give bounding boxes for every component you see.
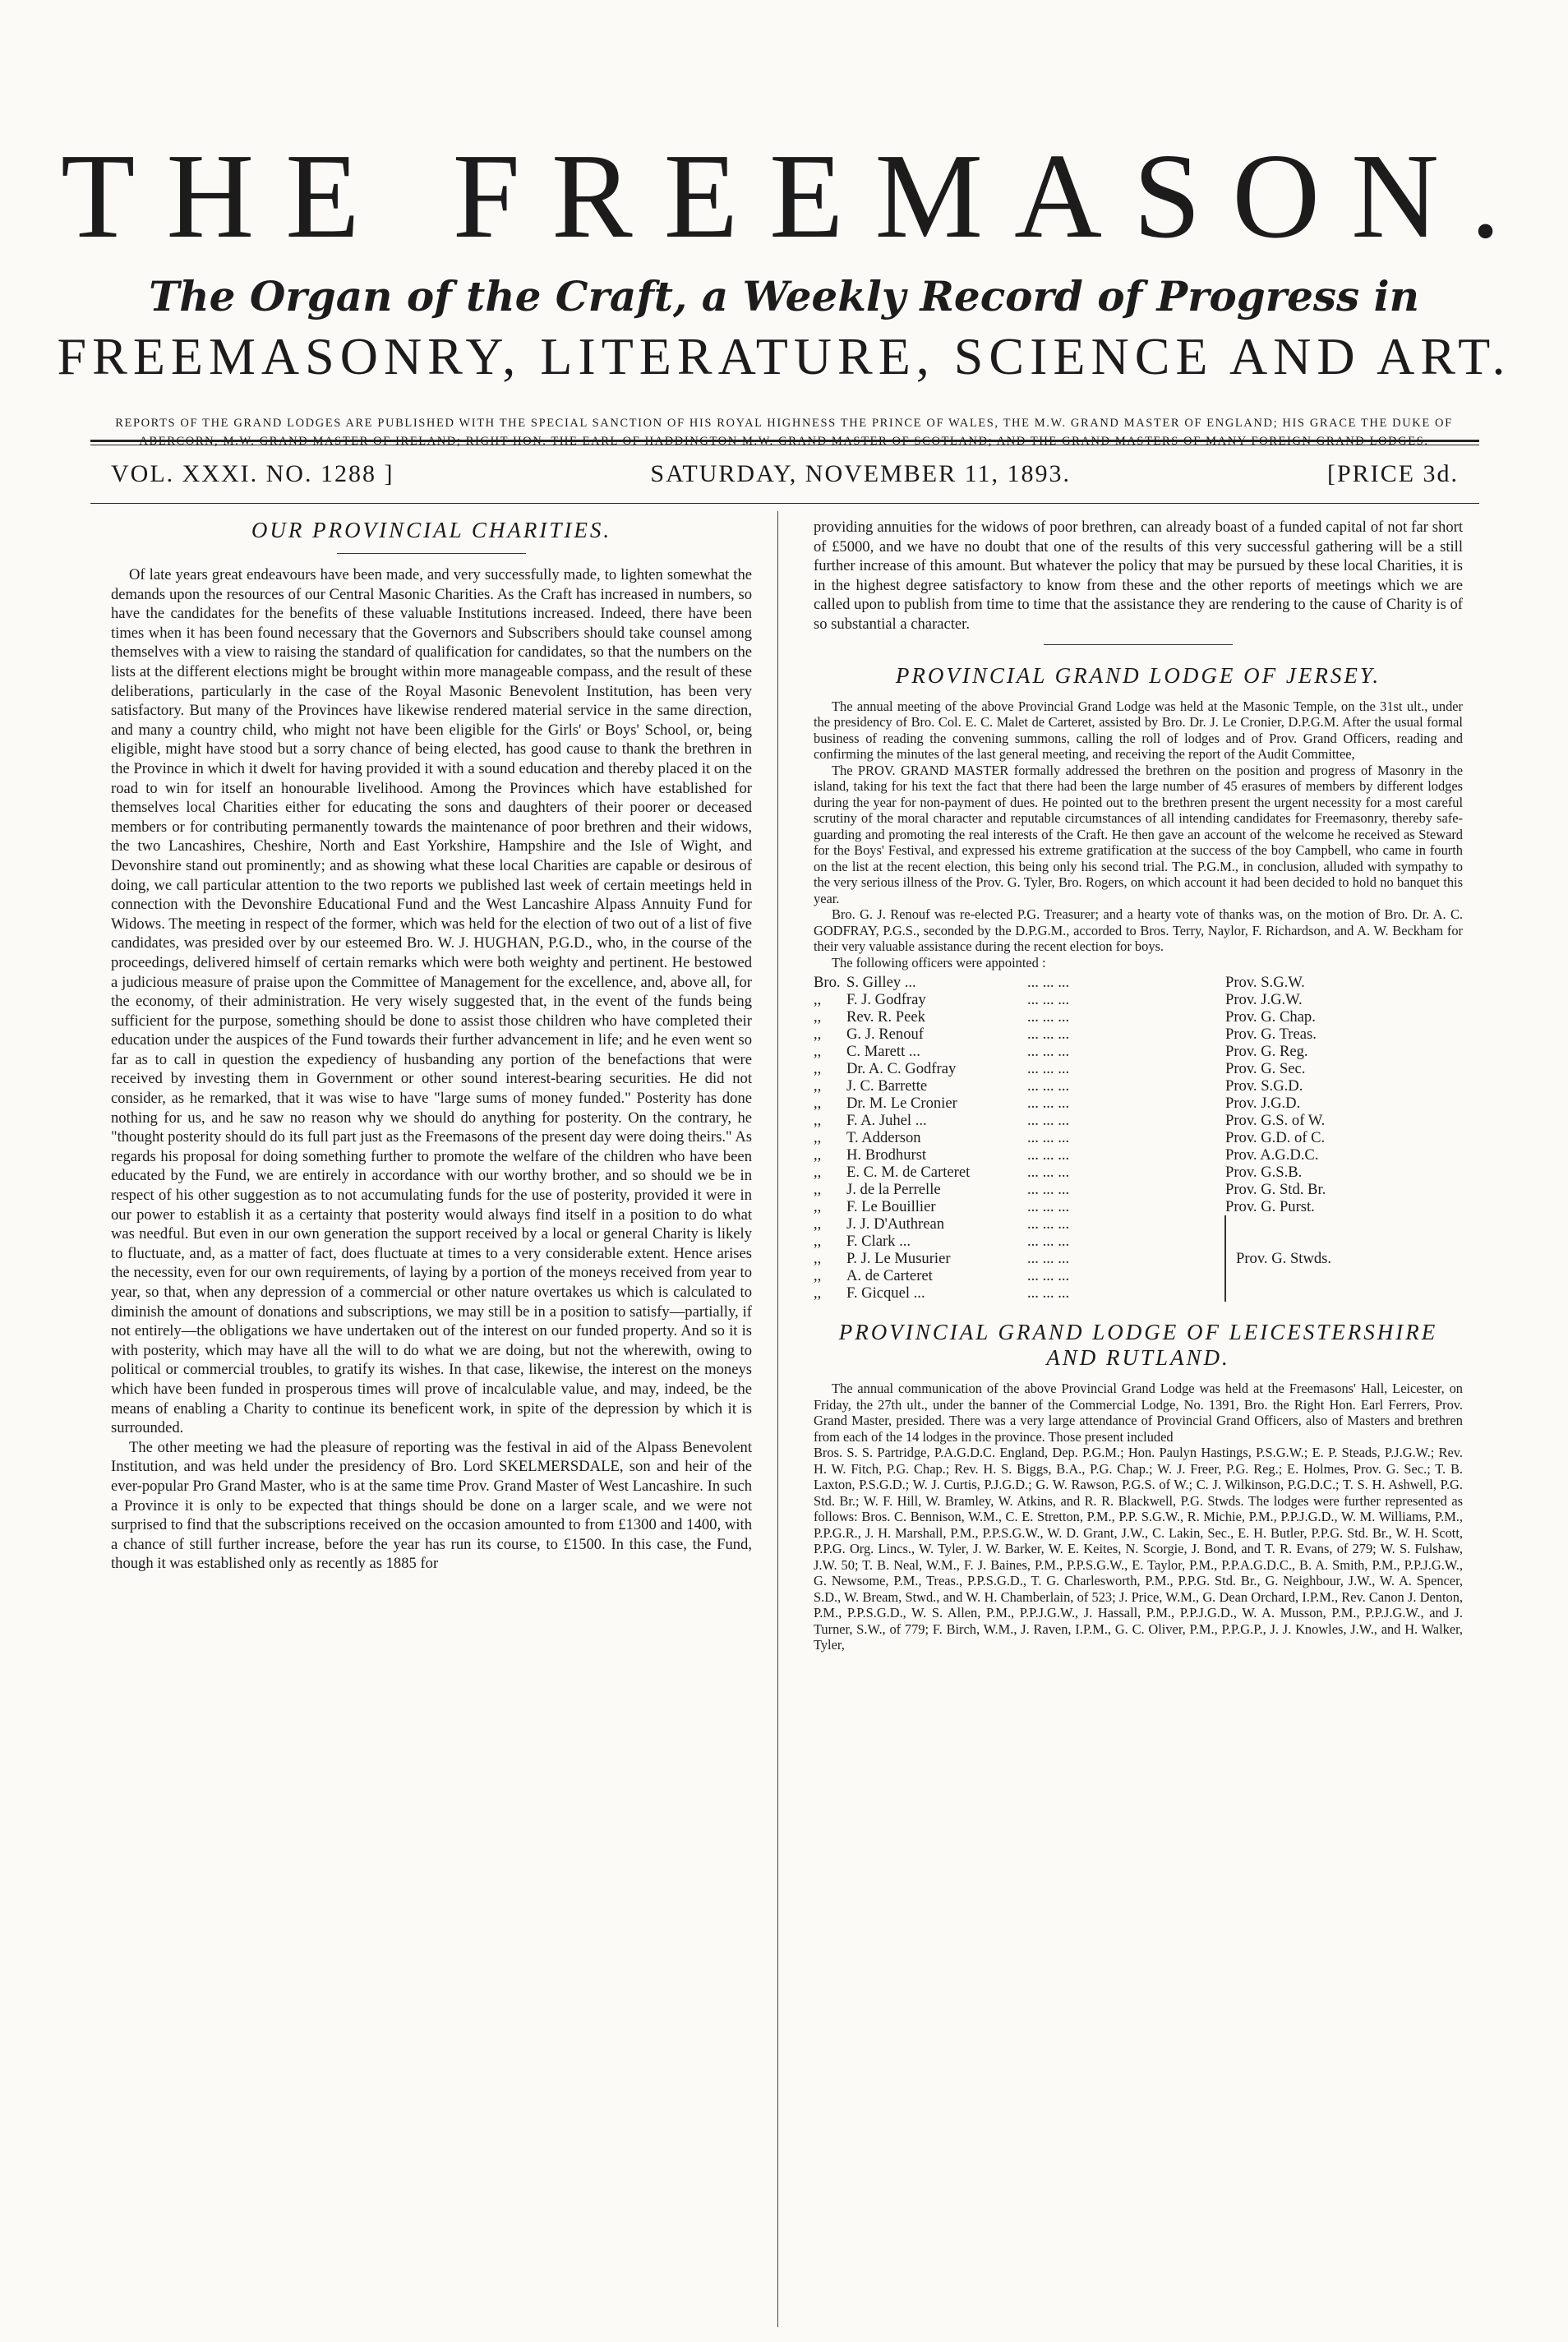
leader-dots: ... ... ... [1027, 1181, 1070, 1199]
masthead [0, 0, 1568, 450]
leader-dots: ... ... ... [1027, 1267, 1225, 1284]
steward-name: J. J. D'Authrean [846, 1215, 945, 1233]
officer-name: J. C. Barrette [846, 1077, 928, 1095]
officer-name: C. Marett ... [846, 1043, 920, 1061]
officer-office: Prov. G. Reg. [1225, 1043, 1308, 1061]
officer-name: J. de la Perrelle [846, 1181, 941, 1199]
leader-dots: ... ... ... [1027, 1060, 1070, 1078]
officer-row [814, 1129, 1463, 1146]
steward-name: P. J. Le Musurier [846, 1250, 951, 1268]
officer-office: Prov. G.D. of C. [1225, 1129, 1326, 1147]
officer-prefix: ,, [814, 1215, 822, 1233]
officer-name: F. A. Juhel ... [846, 1112, 927, 1130]
officer-row [814, 1043, 1463, 1060]
officer-row [814, 1008, 1463, 1026]
article-heading: OUR PROVINCIAL CHARITIES. [251, 518, 612, 542]
officer-prefix: ,, [814, 1077, 822, 1095]
officer-name: E. C. M. de Carteret [846, 1164, 971, 1182]
officer-row [814, 1095, 1463, 1112]
officer-office: Prov. J.G.W. [1225, 991, 1303, 1009]
officer-row [814, 1060, 1463, 1077]
leader-dots: ... ... ... [1027, 1129, 1070, 1147]
officer-office: Prov. G. Sec. [1225, 1060, 1306, 1078]
officer-prefix: ,, [814, 1284, 822, 1302]
officer-row [814, 1164, 1463, 1181]
officer-office: Prov. J.G.D. [1225, 1095, 1301, 1113]
officer-office: Prov. S.G.D. [1225, 1077, 1303, 1095]
volume-number: VOL. XXXI. NO. 1288 ] [111, 460, 394, 487]
officer-office: Prov. G. Treas. [1225, 1026, 1317, 1044]
officer-prefix: ,, [814, 1112, 822, 1130]
officer-office: Prov. G.S. of W. [1225, 1112, 1326, 1130]
leader-dots: ... ... ... [1027, 1164, 1070, 1182]
article-paragraph: The annual communication of the above Provincial Grand Lodge was held at the Freemasons' Hall, Leicester, on Friday, the 27th ult., under the banner of the Commercial Lodge, No. 1391, Bro. the Right Hon. Earl Ferrers, Prov. Grand Master, presided. There was a very large attendance of Provincial Grand Officers, also of Masters and brethren from each of the 14 lodges in the province. Those present included [814, 1381, 1463, 1445]
officer-office: Prov. G. Purst. [1225, 1198, 1315, 1216]
dateline-rule [90, 503, 1479, 504]
officer-prefix: ,, [814, 1233, 822, 1251]
officer-row [814, 1146, 1463, 1164]
officer-prefix: ,, [814, 1043, 822, 1061]
officer-name: F. Le Bouillier [846, 1198, 936, 1216]
officer-row [814, 1112, 1463, 1129]
sanction-notice: REPORTS OF THE GRAND LODGES ARE PUBLISHED WITH THE SPECIAL SANCTION OF HIS ROYAL HIGHNESS THE PRINCE OF WALES, THE M.W. GRAND MASTER OF ENGLAND; HIS GRACE THE DUKE OF ABERCORN, M.W. GRAND MASTER OF IRELAND; RIGHT HON. THE EARL OF HADDINGTON M.W. GRAND MASTER OF SCOTLAND; AND THE GRAND MASTERS OF MANY FOREIGN GRAND LODGES. [115, 416, 1453, 448]
article-paragraph: Bro. G. J. Renouf was re-elected P.G. Treasurer; and a hearty vote of thanks was, on the motion of Bro. Dr. A. C. GODFRAY, P.G.S., seconded by the D.P.G.M., accorded to Bros. Terry, Naylor, F. Richardson, and A. W. Beckham for their very valuable assistance during the recent election for boys. [814, 906, 1463, 955]
officer-office: Prov. G.S.B. [1225, 1164, 1303, 1182]
leader-dots: ... ... ... [1027, 1284, 1225, 1302]
officer-prefix: ,, [814, 1008, 822, 1026]
officer-row [814, 1198, 1463, 1215]
officer-row [814, 974, 1463, 991]
officer-prefix: ,, [814, 1129, 822, 1147]
officer-name: H. Brodhurst [846, 1146, 927, 1164]
article-continuation: providing annuities for the widows of poor brethren, can already boast of a funded capital of not far short of £5000, and we have no doubt that one of the results of this very successful gathering will be a still further increase of this amount. But whatever the policy that may be pursued by these local Charities, it is in the highest degree satisfactory to know from these and the other reports of meetings which we are called upon to publish from time to time that the assistance they are rendering to the cause of Charity is of so substantial a character. [814, 519, 1463, 633]
newspaper-title: THE FREEMASON. [60, 129, 1533, 264]
leader-dots: ... ... ... [1027, 1112, 1070, 1130]
article-paragraph: The following officers were appointed : [832, 954, 1046, 970]
officer-name: Rev. R. Peek [846, 1008, 925, 1026]
leader-dots: ... ... ... [1027, 1233, 1225, 1250]
right-column [814, 518, 1463, 1653]
leader-dots: ... ... ... [1027, 1198, 1070, 1216]
article-heading: PROVINCIAL GRAND LODGE OF JERSEY. [895, 662, 1381, 688]
article-paragraph: The PROV. GRAND MASTER formally addressed the brethren on the position and progress of Masonry in the island, taking for his text the fact that there had been the large number of 45 erasures of members by different lodges during the year for non-payment of dues. He pointed out to the brethren present the urgent necessity for a most careful scrutiny of the moral character and reputable circumstances of all intending candidates for Freemasonry, thereby safe-guarding and promoting the real interests of the Craft. He then gave an account of the welcome he received as Steward for the Boys' Festival, and expressed his extreme gratification at the success of the boy Campbell, who came in fourth on the list at the recent election, this being only his second trial. The P.G.M., in conclusion, alluded with sympathy to the very serious illness of the Prov. G. Tyler, Bro. Rogers, on which account it had been decided to hold no banquet this year. [814, 762, 1463, 906]
steward-name: F. Gicquel ... [846, 1284, 925, 1302]
dateline [111, 460, 1459, 488]
masthead-rule [90, 440, 1479, 445]
officer-name: G. J. Renouf [846, 1026, 924, 1044]
issue-price: [PRICE 3d. [1326, 460, 1459, 487]
leader-dots: ... ... ... [1027, 1250, 1225, 1267]
leader-dots: ... ... ... [1027, 974, 1070, 992]
leader-dots: ... ... ... [1027, 1095, 1070, 1113]
article-paragraph: The annual meeting of the above Provincial Grand Lodge was held at the Masonic Temple, on the 31st ult., under the presidency of Bro. Col. E. C. Malet de Carteret, assisted by Bro. Dr. J. Le Cronier, D.P.G.M. After the usual formal business of reading the convening summons, calling the roll of lodges and of Prov. Grand Officers, reading and confirming the minutes of the last general meeting, and receiving the report of the Audit Committee, [814, 698, 1463, 763]
officer-name: S. Gilley ... [846, 974, 916, 992]
officer-prefix: ,, [814, 1164, 822, 1182]
officer-prefix: ,, [814, 1198, 822, 1216]
left-column [111, 518, 752, 1574]
steward-name: A. de Carteret [846, 1267, 933, 1285]
leader-dots: ... ... ... [1027, 1215, 1225, 1233]
section-rule [1044, 644, 1233, 645]
officer-prefix: ,, [814, 1146, 822, 1164]
steward-office: Prov. G. Stwds. [1236, 1250, 1332, 1268]
officer-office: Prov. G. Chap. [1225, 1008, 1316, 1026]
officer-office: Prov. S.G.W. [1225, 974, 1305, 992]
leader-dots: ... ... ... [1027, 1008, 1070, 1026]
officer-prefix: ,, [814, 1181, 822, 1199]
leader-dots: ... ... ... [1027, 1026, 1070, 1044]
officer-prefix: ,, [814, 1060, 822, 1078]
newspaper-subject-line: FREEMASONRY, LITERATURE, SCIENCE AND ART. [57, 326, 1511, 385]
officer-prefix: ,, [814, 1095, 822, 1113]
steward-name: F. Clark ... [846, 1233, 911, 1251]
officer-office: Prov. G. Std. Br. [1225, 1181, 1326, 1199]
officer-name: Dr. A. C. Godfray [846, 1060, 957, 1078]
article-paragraph: The other meeting we had the pleasure of reporting was the festival in aid of the Alpass Benevolent Institution, and was held under the presidency of Bro. Lord SKELMERSDALE, son and heir of the ever-popular Pro Grand Master, who is at the same time Prov. Grand Master of West Lancashire. In such a Province it is only to be expected that things should be done on a larger scale, and we were not surprised to find that the subscriptions received on the occasion amounted to from £1300 and 1400, with a chance of still further increase, before the year has run its course, to £1500. In this case, the Fund, though it was established only as recently as 1885 for [111, 1438, 752, 1573]
newspaper-subtitle: The Organ of the Craft, a Weekly Record of Progress in [149, 272, 1419, 320]
officer-prefix: ,, [814, 1250, 822, 1268]
officer-name: F. J. Godfray [846, 991, 926, 1009]
officer-name: Dr. M. Le Cronier [846, 1095, 957, 1113]
column-divider [777, 511, 778, 2327]
officer-row [814, 1181, 1463, 1198]
officer-row [814, 1077, 1463, 1095]
leader-dots: ... ... ... [1027, 1043, 1070, 1061]
leader-dots: ... ... ... [1027, 1077, 1070, 1095]
steward-row [814, 1215, 1463, 1233]
officer-prefix: Bro. [814, 974, 841, 992]
issue-date: SATURDAY, NOVEMBER 11, 1893. [650, 460, 1072, 487]
leader-dots: ... ... ... [1027, 991, 1070, 1009]
officer-office: Prov. A.G.D.C. [1225, 1146, 1319, 1164]
officer-row [814, 1026, 1463, 1043]
article-heading: PROVINCIAL GRAND LODGE OF LEICESTERSHIRE AND RUTLAND. [838, 1320, 1438, 1371]
officer-prefix: ,, [814, 991, 822, 1009]
officers-table [814, 974, 1463, 1302]
heading-rule [337, 553, 526, 554]
attendance-list: Bros. S. S. Partridge, P.A.G.D.C. England, Dep. P.G.M.; Hon. Paulyn Hastings, P.S.G.W.; E. P. Steads, P.J.G.W.; Rev. H. W. Fitch, P.G. Chap.; Rev. H. S. Biggs, B.A., P.G. Chap.; W. J. Freer, P.G. Reg.; E. Holmes, Prov. G. Sec.; T. B. Laxton, P.S.G.D.; W. J. Curtis, P.J.G.D.; G. W. Rawson, P.G.S. of W.; C. J. Wilkinson, P.G.D.C.; T. S. H. Ashwell, P.G. Std. Br.; W. F. Hill, W. Bramley, W. Atkins, and R. R. Blackwell, P.G. Stwds. The lodges were further represented as follows: Bros. C. Bennison, W.M., C. E. Stretton, P.M., P.P. S.G.W., R. Michie, P.M., P.P.J.G.D., W. M. Williams, P.M., P.P.G.R., J. H. Marshall, P.M., P.P.S.G.W., W. D. Grant, J.W., C. Lakin, Sec., E. H. Butler, P.P.G. Std. Br., W. H. Scott, P.P.G. Org. Lincs., W. Tyler, J. W. Barker, W. E. Keites, N. Scorgie, J. Bond, and T. R. Evans, of 279; W. S. Fulshaw, J.W. 50; T. B. Neal, W.M., F. J. Baines, P.M., P.P.S.G.W., E. Taylor, P.M., P.P.A.G.D.C., B. A. Smith, P.M., P.P.J.G.W., G. Newsome, P.M., Treas., P.P.S.G.D., T. G. Charlesworth, P.M., P.P.G. Std. Br., G. Neighbour, J.W., W. A. Spencer, S.D., W. Bream, Stwd., and W. H. Chamberlain, of 523; J. Price, W.M., G. Dean Orchard, I.P.M., Rev. Canon J. Denton, P.M., P.P.S.G.D., W. S. Allen, P.M., P.P.J.G.W., J. Hassall, P.M., P.P.J.G.D., W. A. Musson, P.M., P.P.J.G.W., and J. Turner, S.W., of 779; F. Birch, W.M., J. Raven, I.P.M., G. C. Oliver, P.M., P.P.G.P., J. J. Knowles, J.W., and H. Walker, Tyler, [814, 1445, 1463, 1653]
officer-name: T. Adderson [846, 1129, 921, 1147]
leader-dots: ... ... ... [1027, 1146, 1070, 1164]
article-paragraph: Of late years great endeavours have been made, and very successfully made, to lighten somewhat the demands upon the resources of our Central Masonic Charities. As the Craft has increased in numbers, so have the candidates for the benefits of these valuable Institutions increased. Indeed, there have been times when it has been found necessary that the Governors and Subscribers should take counsel among themselves with a view to raising the standard of qualification for candidates, so that the numbers on the lists at the different elections might be brought within more manageable compass, and the result of these deliberations, particularly in the case of the Royal Masonic Benevolent Institution, has been very satisfactory. But many of the Provinces have likewise rendered material service in the same direction, and many a country child, who might not have been eligible for the Girls' or Boys' School, or, being eligible, might have stood but a sorry chance of being elected, has good cause to thank the brethren in the Province in which it dwelt for having provided it with a sound education and thereby placed it on the road to win for itself an honourable livelihood. Among the Provinces which have established for themselves local Charities either for educating the sons and daughters of their poorer or deceased members or for contributing permanently towards the maintenance of poor brethren and their widows, the two Lancashires, Cheshire, North and East Yorkshire, Hampshire and the Isle of Wight, and Devonshire stand out prominently; and as showing what these local Charities are capable or desirous of doing, we call particular attention to the two reports we published last week of certain meetings held in connection with the Devonshire Educational Fund and the West Lancashire Alpass Annuity Fund for Widows. The meeting in respect of the former, which was held for the election of two out of a list of five candidates, was presided over by our esteemed Bro. W. J. HUGHAN, P.G.D., who, in the course of the proceedings, delivered himself of certain remarks which were both weighty and pertinent. He bestowed a judicious measure of praise upon the Committee of Management for the excellence, and, above all, for the economy, of their administration. He very wisely suggested that, in the event of the funds being sufficient for the purpose, something should be done to assist those children who have completed their education under the auspices of the Fund towards their further advancement in life; and he even went so far as to call in question the expediency of husbanding any portion of the benefactions that were received by investing them in Government or other sound interest-bearing securities. He did not consider, as he remarked, that it was wise to have "large sums of money funded." Posterity has done nothing for us, and he saw no reason why we should do anything for posterity. On the contrary, he "thought posterity should do its full part just as the Freemasons of the present day were doing theirs." As regards his proposal for doing something further to promote the welfare of the children who have been educated by the Fund, we are entirely in accordance with our worthy brother, and so should we be in respect of his other suggestion as to not accumulating funds for the use of posterity, provided it were in our power to establish it as a certainty that posterity would always find itself in a position to do what was needful. But even in our own generation the support received by a local or general Charity is likely to fluctuate, and, as a matter of fact, does fluctuate at times to a very considerable extent. Hence arises the necessity, even for our own requirements, of laying by a portion of the moneys received from year to year, so that, when any depression of a commercial or other nature overtakes us which is calculated to diminish the amount of donations and subscriptions, we may still be in a position to satisfy—partially, if not entirely—the obligations we have undertaken out of the interest on our funded property. And so it is with posterity, which may have all the will to do what we are doing, but not the wherewith, owing to political or commercial troubles, to gratify its wishes. In that case, likewise, the interest on the moneys which have been funded in prosperous times will prove of incalculable value, and may, indeed, be the means of enabling a Charity to continue its beneficent work, in spite of the depression by which it is surrounded. [111, 566, 752, 1437]
officer-row [814, 991, 1463, 1008]
officer-prefix: ,, [814, 1026, 822, 1044]
officer-prefix: ,, [814, 1267, 822, 1285]
